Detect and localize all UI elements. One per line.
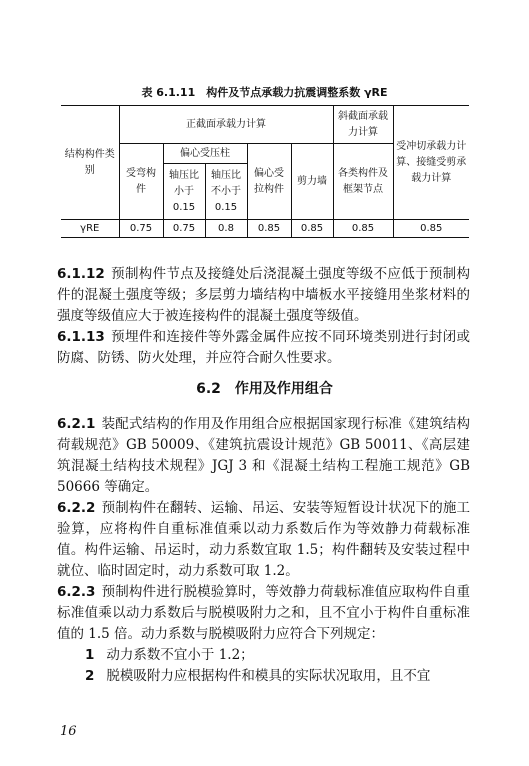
- clause-number: 6.2.1: [57, 416, 96, 432]
- table-cell: 0.85: [333, 220, 393, 238]
- clause-text: 预制构件进行脱模验算时，等效静力荷载标准值应取构件自重标准值乘以动力系数后与脱模吸附力之和，且不宜小于构件自重标准值的 1.5 倍。动力系数与脱模吸附力应符合下列规定：: [57, 584, 470, 642]
- header-flexural: 受弯构件: [119, 144, 163, 220]
- table-cell: 0.75: [119, 220, 163, 238]
- clause-number: 6.1.13: [57, 329, 105, 345]
- table-cell: 0.75: [163, 220, 205, 238]
- clause-text: 预制构件节点及接缝处后浇混凝土强度等级不应低于预制构件的混凝土强度等级；多层剪力墙结构中墙板水平接缝用坐浆材料的强度等级值应大于被连接构件的混凝土强度等级值。: [57, 266, 470, 324]
- item-number: 1: [85, 647, 95, 663]
- seismic-coefficient-table: [61, 105, 469, 238]
- header-shear-wall: 剪力墙: [291, 144, 333, 220]
- header-members-joints: 各类构件及框架节点: [333, 144, 393, 220]
- header-eccentric-compression: 偏心受压柱: [163, 144, 247, 164]
- header-axial-lt: 轴压比小于0.15: [163, 164, 205, 220]
- clauses-6-2: [57, 414, 470, 687]
- table-cell: 0.8: [205, 220, 247, 238]
- clause-6-1-13: [57, 327, 470, 369]
- table-cell: 0.85: [291, 220, 333, 238]
- clause-number: 6.2.2: [57, 500, 96, 516]
- item-text: 脱模吸附力应根据构件和模具的实际状况取用，且不宜: [106, 668, 431, 684]
- clause-6-1-12: [57, 264, 470, 327]
- header-struct-type: 结构构件类别: [61, 106, 119, 220]
- section-title: 6.2 作用及作用组合: [196, 381, 333, 397]
- clause-6-2-1: [57, 414, 470, 498]
- item-number: 2: [85, 668, 95, 684]
- list-item: [57, 645, 470, 666]
- clause-number: 6.1.12: [57, 266, 105, 282]
- clauses-6-1: [57, 264, 470, 369]
- header-axial-ge: 轴压比不小于0.15: [205, 164, 247, 220]
- clause-text: 装配式结构的作用及作用组合应根据国家现行标准《建筑结构荷载规范》GB 50009、《建筑抗震设计规范》GB 50011、《高层建筑混凝土结构技术规程》JGJ 3 和《混凝土结构工程施工规范》GB 50666 等确定。: [57, 416, 470, 495]
- item-text: 动力系数不宜小于 1.2；: [106, 647, 254, 663]
- clause-6-2-2: [57, 498, 470, 582]
- header-normal-section: 正截面承载力计算: [119, 106, 333, 144]
- clause-6-2-3: [57, 582, 470, 645]
- header-eccentric-tension: 偏心受拉构件: [247, 144, 291, 220]
- table-cell: 0.85: [393, 220, 469, 238]
- header-oblique-section: 斜截面承载力计算: [333, 106, 393, 144]
- clause-text: 预制构件在翻转、运输、吊运、安装等短暂设计状况下的施工验算，应将构件自重标准值乘以动力系数后作为等效静力荷载标准值。构件运输、吊运时，动力系数宜取 1.5；构件翻转及安装过程中就位、临时固定时，动力系数可取 1.2。: [57, 500, 470, 579]
- clause-text: 预埋件和连接件等外露金属件应按不同环境类别进行封闭或防腐、防锈、防火处理，并应符合耐久性要求。: [57, 329, 470, 366]
- table-cell: 0.85: [247, 220, 291, 238]
- table-caption: 表 6.1.11 构件及节点承载力抗震调整系数 γRE: [141, 86, 388, 99]
- clause-number: 6.2.3: [57, 584, 96, 600]
- list-item: [57, 666, 470, 687]
- header-punching: 受冲切承载力计算、接缝受剪承载力计算: [393, 106, 469, 220]
- row-label: γRE: [61, 220, 119, 238]
- page-number: 16: [60, 724, 77, 739]
